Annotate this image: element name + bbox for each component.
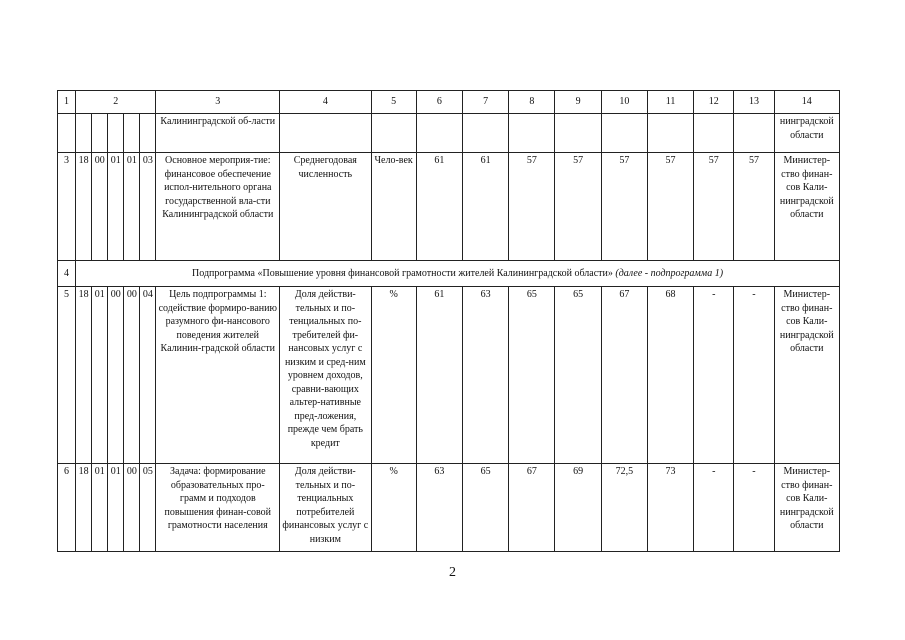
row-number: 4: [58, 261, 76, 287]
value-cell: -: [694, 464, 734, 552]
subprogram-title-note: (далее - подпрограмма 1): [615, 267, 724, 279]
value-cell: 67: [601, 287, 647, 464]
code-cell: 00: [124, 287, 140, 464]
table-row: [58, 287, 840, 464]
code-cell: 00: [108, 287, 124, 464]
header-cell-2: 2: [76, 91, 156, 114]
value-cell: 65: [555, 287, 601, 464]
header-cell-10: 10: [601, 91, 647, 114]
value-cell: -: [694, 287, 734, 464]
header-cell-9: 9: [555, 91, 601, 114]
indicator-cell: Среднегодовая численность: [280, 153, 371, 261]
name-cell: Задача: формирование образовательных про-грамм и подходов повышения финан-совой грамотности населения: [156, 464, 280, 552]
value-cell: 63: [416, 464, 462, 552]
code-cell: 00: [92, 153, 108, 261]
unit-cell: %: [371, 287, 416, 464]
row-number: 5: [58, 287, 76, 464]
code-cell: 18: [76, 153, 92, 261]
code-cell: [124, 114, 140, 153]
executor-cell: Министер-ство финан-сов Кали-нинградской области: [774, 287, 839, 464]
header-cell-7: 7: [463, 91, 509, 114]
code-cell: 01: [108, 464, 124, 552]
value-cell: 61: [416, 153, 462, 261]
value-cell: 57: [647, 153, 693, 261]
code-cell: 01: [108, 153, 124, 261]
subprogram-title: [76, 261, 840, 287]
table-row: [58, 464, 840, 552]
header-cell-11: 11: [647, 91, 693, 114]
value-cell: 67: [509, 464, 555, 552]
executor-cell: Министер-ство финан-сов Кали-нинградской области: [774, 464, 839, 552]
row-number: 6: [58, 464, 76, 552]
code-cell: [140, 114, 156, 153]
header-cell-4: 4: [280, 91, 371, 114]
subprogram-title-text: Подпрограмма «Повышение уровня финансовой грамотности жителей Калининградской области»: [192, 267, 613, 279]
value-cell: [555, 114, 601, 153]
name-cell: Калининградской об-ласти: [156, 114, 280, 153]
value-cell: -: [734, 464, 774, 552]
name-cell: Цель подпрограммы 1: содействие формиро-ванию разумного фи-нансового поведения жителей Калинин-градской области: [156, 287, 280, 464]
header-cell-3: 3: [156, 91, 280, 114]
code-cell: 01: [124, 153, 140, 261]
executor-cell: Министер-ство финан-сов Кали-нинградской области: [774, 153, 839, 261]
value-cell: 63: [463, 287, 509, 464]
header-row: [58, 91, 840, 114]
value-cell: [694, 114, 734, 153]
value-cell: 68: [647, 287, 693, 464]
value-cell: [647, 114, 693, 153]
value-cell: 61: [416, 287, 462, 464]
row-number: [58, 114, 76, 153]
value-cell: 57: [509, 153, 555, 261]
value-cell: 57: [694, 153, 734, 261]
header-cell-5: 5: [371, 91, 416, 114]
header-cell-14: 14: [774, 91, 839, 114]
header-cell-13: 13: [734, 91, 774, 114]
program-indicators-table: [57, 90, 840, 552]
code-cell: 18: [76, 287, 92, 464]
page-number: 2: [449, 565, 456, 580]
value-cell: [463, 114, 509, 153]
unit-cell: Чело-век: [371, 153, 416, 261]
unit-cell: [371, 114, 416, 153]
header-cell-6: 6: [416, 91, 462, 114]
table-row: [58, 114, 840, 153]
value-cell: [416, 114, 462, 153]
value-cell: 72,5: [601, 464, 647, 552]
unit-cell: %: [371, 464, 416, 552]
table-row: [58, 153, 840, 261]
executor-cell: нинградской области: [774, 114, 839, 153]
value-cell: 69: [555, 464, 601, 552]
code-cell: 00: [124, 464, 140, 552]
code-cell: 01: [92, 464, 108, 552]
value-cell: [734, 114, 774, 153]
code-cell: 05: [140, 464, 156, 552]
value-cell: 57: [555, 153, 601, 261]
value-cell: 65: [463, 464, 509, 552]
indicator-cell: Доля действи-тельных и по-тенциальных по-требителей фи-нансовых услуг с низким и сред-ним уровнем доходов, сравни-вающих альтер-нативные пред-ложения, прежде чем брать кредит: [280, 287, 371, 464]
name-cell: Основное мероприя-тие: финансовое обеспечение испол-нительного органа государственной вла-сти Калининградской области: [156, 153, 280, 261]
code-cell: [108, 114, 124, 153]
code-cell: [76, 114, 92, 153]
value-cell: 57: [601, 153, 647, 261]
header-cell-1: 1: [58, 91, 76, 114]
value-cell: 61: [463, 153, 509, 261]
code-cell: 18: [76, 464, 92, 552]
value-cell: 65: [509, 287, 555, 464]
value-cell: [601, 114, 647, 153]
indicator-cell: [280, 114, 371, 153]
value-cell: 73: [647, 464, 693, 552]
value-cell: [509, 114, 555, 153]
header-cell-12: 12: [694, 91, 734, 114]
value-cell: 57: [734, 153, 774, 261]
indicator-cell: Доля действи-тельных и по-тенциальных потребителей финансовых услуг с низким: [280, 464, 371, 552]
code-cell: 03: [140, 153, 156, 261]
code-cell: 04: [140, 287, 156, 464]
header-cell-8: 8: [509, 91, 555, 114]
subprogram-row: [58, 261, 840, 287]
value-cell: -: [734, 287, 774, 464]
code-cell: [92, 114, 108, 153]
code-cell: 01: [92, 287, 108, 464]
row-number: 3: [58, 153, 76, 261]
